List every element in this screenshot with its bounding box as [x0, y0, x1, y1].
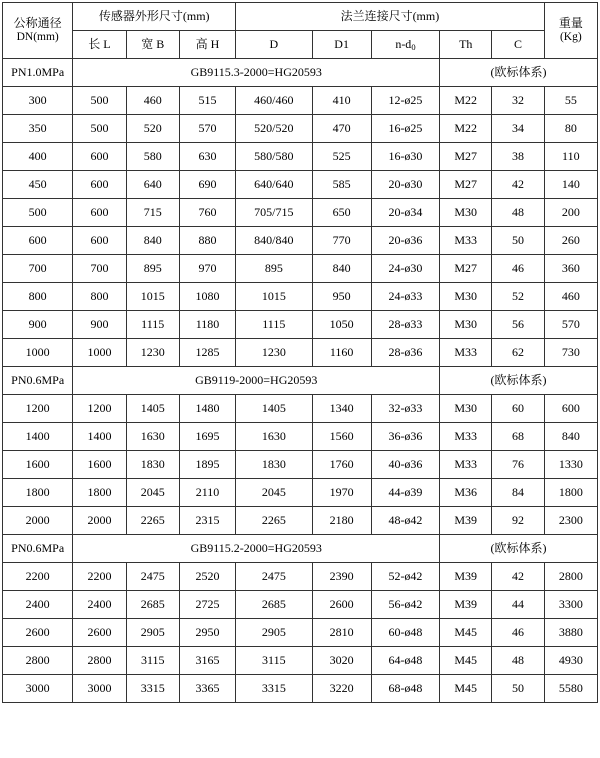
cell-nd0: 24-ø30 [371, 255, 439, 283]
cell-d: 580/580 [236, 143, 312, 171]
cell-d1: 1160 [312, 339, 371, 367]
table-header-row-sub [3, 31, 598, 59]
cell-b: 3315 [126, 675, 179, 703]
cell-dn: 2000 [3, 507, 73, 535]
cell-kg: 1800 [544, 479, 597, 507]
cell-b: 2685 [126, 591, 179, 619]
cell-nd0: 12-ø25 [371, 87, 439, 115]
table-row [3, 255, 598, 283]
cell-h: 2950 [179, 619, 235, 647]
cell-kg: 360 [544, 255, 597, 283]
cell-d1: 650 [312, 199, 371, 227]
cell-l: 700 [73, 255, 126, 283]
cell-nd0: 48-ø42 [371, 507, 439, 535]
cell-l: 1400 [73, 423, 126, 451]
cell-l: 1200 [73, 395, 126, 423]
cell-dn: 400 [3, 143, 73, 171]
cell-nd0: 40-ø36 [371, 451, 439, 479]
cell-nd0: 16-ø25 [371, 115, 439, 143]
cell-d: 1230 [236, 339, 312, 367]
cell-dn: 2800 [3, 647, 73, 675]
cell-c: 46 [492, 619, 544, 647]
cell-nd0: 64-ø48 [371, 647, 439, 675]
cell-kg: 4930 [544, 647, 597, 675]
cell-nd0: 68-ø48 [371, 675, 439, 703]
cell-nd0: 20-ø30 [371, 171, 439, 199]
group-pressure-label: PN0.6MPa [3, 367, 73, 395]
cell-b: 715 [126, 199, 179, 227]
cell-b: 840 [126, 227, 179, 255]
cell-h: 690 [179, 171, 235, 199]
cell-th: M33 [440, 451, 492, 479]
cell-th: M30 [440, 283, 492, 311]
cell-dn: 300 [3, 87, 73, 115]
group-header-row [3, 535, 598, 563]
table-row [3, 423, 598, 451]
cell-kg: 600 [544, 395, 597, 423]
cell-nd0: 28-ø33 [371, 311, 439, 339]
cell-th: M33 [440, 339, 492, 367]
header-weight [544, 3, 597, 59]
cell-c: 56 [492, 311, 544, 339]
cell-c: 68 [492, 423, 544, 451]
cell-h: 515 [179, 87, 235, 115]
table-row [3, 171, 598, 199]
cell-th: M45 [440, 647, 492, 675]
cell-d: 640/640 [236, 171, 312, 199]
cell-dn: 2600 [3, 619, 73, 647]
cell-l: 500 [73, 115, 126, 143]
cell-th: M45 [440, 619, 492, 647]
cell-b: 1405 [126, 395, 179, 423]
cell-b: 1015 [126, 283, 179, 311]
cell-d1: 1340 [312, 395, 371, 423]
cell-nd0: 44-ø39 [371, 479, 439, 507]
cell-kg: 570 [544, 311, 597, 339]
cell-d1: 1970 [312, 479, 371, 507]
header-height: 高 H [179, 31, 235, 59]
cell-kg: 260 [544, 227, 597, 255]
cell-c: 84 [492, 479, 544, 507]
cell-c: 48 [492, 647, 544, 675]
table-row [3, 591, 598, 619]
cell-b: 520 [126, 115, 179, 143]
table-row [3, 451, 598, 479]
cell-kg: 200 [544, 199, 597, 227]
cell-c: 48 [492, 199, 544, 227]
cell-l: 600 [73, 171, 126, 199]
cell-kg: 840 [544, 423, 597, 451]
cell-th: M27 [440, 255, 492, 283]
cell-l: 3000 [73, 675, 126, 703]
table-header-row-top [3, 3, 598, 31]
cell-d: 3115 [236, 647, 312, 675]
table-row [3, 507, 598, 535]
cell-d1: 470 [312, 115, 371, 143]
cell-d1: 2390 [312, 563, 371, 591]
table-row [3, 199, 598, 227]
cell-b: 2045 [126, 479, 179, 507]
group-note-label: (欧标体系) [440, 535, 598, 563]
cell-dn: 1200 [3, 395, 73, 423]
table-row [3, 227, 598, 255]
header-weight-line2: (Kg) [559, 30, 582, 43]
cell-th: M22 [440, 87, 492, 115]
cell-l: 800 [73, 283, 126, 311]
cell-c: 46 [492, 255, 544, 283]
group-standard-label: GB9115.3-2000=HG20593 [73, 59, 440, 87]
cell-d: 1015 [236, 283, 312, 311]
cell-b: 1230 [126, 339, 179, 367]
cell-l: 900 [73, 311, 126, 339]
cell-l: 600 [73, 227, 126, 255]
cell-h: 1695 [179, 423, 235, 451]
cell-d1: 950 [312, 283, 371, 311]
cell-d1: 1760 [312, 451, 371, 479]
header-dn-line2: DN(mm) [16, 30, 59, 43]
cell-kg: 2800 [544, 563, 597, 591]
cell-dn: 350 [3, 115, 73, 143]
cell-c: 34 [492, 115, 544, 143]
group-header-row [3, 367, 598, 395]
group-standard-label: GB9115.2-2000=HG20593 [73, 535, 440, 563]
cell-kg: 730 [544, 339, 597, 367]
cell-nd0: 20-ø36 [371, 227, 439, 255]
cell-th: M30 [440, 311, 492, 339]
header-c: C [492, 31, 544, 59]
table-row [3, 675, 598, 703]
header-d: D [236, 31, 312, 59]
header-sensor-group: 传感器外形尺寸(mm) [73, 3, 236, 31]
cell-c: 42 [492, 563, 544, 591]
cell-l: 2800 [73, 647, 126, 675]
cell-d1: 1560 [312, 423, 371, 451]
cell-h: 880 [179, 227, 235, 255]
cell-d: 2265 [236, 507, 312, 535]
cell-nd0: 28-ø36 [371, 339, 439, 367]
cell-nd0: 36-ø36 [371, 423, 439, 451]
cell-kg: 1330 [544, 451, 597, 479]
header-th: Th [440, 31, 492, 59]
table-row [3, 283, 598, 311]
cell-nd0: 24-ø33 [371, 283, 439, 311]
cell-d: 2685 [236, 591, 312, 619]
cell-d: 1830 [236, 451, 312, 479]
cell-dn: 1400 [3, 423, 73, 451]
cell-l: 600 [73, 199, 126, 227]
cell-h: 1480 [179, 395, 235, 423]
cell-l: 2000 [73, 507, 126, 535]
cell-c: 60 [492, 395, 544, 423]
cell-nd0: 56-ø42 [371, 591, 439, 619]
table-row [3, 619, 598, 647]
cell-d1: 410 [312, 87, 371, 115]
cell-kg: 5580 [544, 675, 597, 703]
cell-d1: 2180 [312, 507, 371, 535]
cell-h: 760 [179, 199, 235, 227]
cell-l: 1800 [73, 479, 126, 507]
cell-d1: 3220 [312, 675, 371, 703]
header-weight-line1: 重量 [558, 15, 583, 30]
cell-h: 2725 [179, 591, 235, 619]
table-row [3, 311, 598, 339]
cell-h: 3365 [179, 675, 235, 703]
cell-nd0: 52-ø42 [371, 563, 439, 591]
header-length: 长 L [73, 31, 126, 59]
cell-h: 2110 [179, 479, 235, 507]
cell-b: 2265 [126, 507, 179, 535]
cell-h: 1895 [179, 451, 235, 479]
cell-d: 2475 [236, 563, 312, 591]
cell-dn: 700 [3, 255, 73, 283]
cell-d1: 2810 [312, 619, 371, 647]
cell-d1: 1050 [312, 311, 371, 339]
cell-kg: 140 [544, 171, 597, 199]
cell-dn: 1000 [3, 339, 73, 367]
cell-d: 840/840 [236, 227, 312, 255]
header-dn-line1: 公称通径 [13, 15, 62, 30]
table-row [3, 647, 598, 675]
cell-l: 500 [73, 87, 126, 115]
cell-b: 3115 [126, 647, 179, 675]
cell-th: M22 [440, 115, 492, 143]
cell-kg: 110 [544, 143, 597, 171]
cell-kg: 80 [544, 115, 597, 143]
cell-d1: 3020 [312, 647, 371, 675]
cell-l: 2200 [73, 563, 126, 591]
group-pressure-label: PN1.0MPa [3, 59, 73, 87]
cell-d: 520/520 [236, 115, 312, 143]
cell-nd0: 32-ø33 [371, 395, 439, 423]
group-header-row [3, 59, 598, 87]
cell-d1: 840 [312, 255, 371, 283]
table-row [3, 479, 598, 507]
group-note-label: (欧标体系) [440, 59, 598, 87]
cell-h: 1180 [179, 311, 235, 339]
cell-th: M27 [440, 171, 492, 199]
cell-b: 580 [126, 143, 179, 171]
cell-h: 570 [179, 115, 235, 143]
cell-b: 895 [126, 255, 179, 283]
table-row [3, 143, 598, 171]
cell-h: 1285 [179, 339, 235, 367]
cell-th: M39 [440, 507, 492, 535]
cell-b: 2905 [126, 619, 179, 647]
cell-c: 42 [492, 171, 544, 199]
cell-l: 1000 [73, 339, 126, 367]
header-dn [3, 3, 73, 59]
cell-dn: 450 [3, 171, 73, 199]
cell-c: 62 [492, 339, 544, 367]
group-note-label: (欧标体系) [440, 367, 598, 395]
cell-h: 630 [179, 143, 235, 171]
cell-th: M30 [440, 395, 492, 423]
cell-b: 1115 [126, 311, 179, 339]
cell-d: 2905 [236, 619, 312, 647]
cell-c: 76 [492, 451, 544, 479]
cell-th: M27 [440, 143, 492, 171]
cell-h: 1080 [179, 283, 235, 311]
cell-b: 1830 [126, 451, 179, 479]
cell-th: M39 [440, 591, 492, 619]
cell-b: 640 [126, 171, 179, 199]
cell-dn: 600 [3, 227, 73, 255]
cell-d1: 770 [312, 227, 371, 255]
cell-l: 1600 [73, 451, 126, 479]
cell-kg: 460 [544, 283, 597, 311]
cell-d: 1115 [236, 311, 312, 339]
cell-c: 50 [492, 675, 544, 703]
cell-nd0: 20-ø34 [371, 199, 439, 227]
cell-d: 3315 [236, 675, 312, 703]
cell-h: 2520 [179, 563, 235, 591]
cell-th: M30 [440, 199, 492, 227]
cell-th: M36 [440, 479, 492, 507]
table-row [3, 563, 598, 591]
cell-d1: 525 [312, 143, 371, 171]
cell-dn: 1600 [3, 451, 73, 479]
cell-dn: 800 [3, 283, 73, 311]
cell-d: 2045 [236, 479, 312, 507]
cell-th: M33 [440, 423, 492, 451]
cell-l: 2400 [73, 591, 126, 619]
header-d1: D1 [312, 31, 371, 59]
cell-d: 1630 [236, 423, 312, 451]
header-nd0 [371, 31, 439, 59]
cell-th: M39 [440, 563, 492, 591]
cell-d: 705/715 [236, 199, 312, 227]
cell-c: 32 [492, 87, 544, 115]
cell-dn: 2400 [3, 591, 73, 619]
header-nd0-subscript: 0 [411, 41, 416, 52]
cell-dn: 2200 [3, 563, 73, 591]
table-row [3, 395, 598, 423]
cell-c: 44 [492, 591, 544, 619]
cell-l: 600 [73, 143, 126, 171]
cell-h: 2315 [179, 507, 235, 535]
table-row [3, 339, 598, 367]
cell-dn: 1800 [3, 479, 73, 507]
header-nd0-prefix: n-d [395, 36, 412, 51]
cell-h: 3165 [179, 647, 235, 675]
cell-l: 2600 [73, 619, 126, 647]
table-row [3, 115, 598, 143]
cell-kg: 3300 [544, 591, 597, 619]
cell-d: 1405 [236, 395, 312, 423]
cell-dn: 900 [3, 311, 73, 339]
cell-kg: 3880 [544, 619, 597, 647]
cell-h: 970 [179, 255, 235, 283]
cell-d: 460/460 [236, 87, 312, 115]
cell-th: M33 [440, 227, 492, 255]
cell-dn: 3000 [3, 675, 73, 703]
cell-c: 52 [492, 283, 544, 311]
cell-c: 92 [492, 507, 544, 535]
cell-b: 1630 [126, 423, 179, 451]
header-width: 宽 B [126, 31, 179, 59]
group-standard-label: GB9119-2000=HG20593 [73, 367, 440, 395]
specification-table [2, 2, 598, 703]
table-row [3, 87, 598, 115]
cell-th: M45 [440, 675, 492, 703]
cell-d1: 585 [312, 171, 371, 199]
cell-c: 50 [492, 227, 544, 255]
group-pressure-label: PN0.6MPa [3, 535, 73, 563]
cell-nd0: 16-ø30 [371, 143, 439, 171]
header-flange-group: 法兰连接尺寸(mm) [236, 3, 545, 31]
cell-b: 460 [126, 87, 179, 115]
cell-d1: 2600 [312, 591, 371, 619]
cell-dn: 500 [3, 199, 73, 227]
cell-kg: 2300 [544, 507, 597, 535]
cell-kg: 55 [544, 87, 597, 115]
cell-d: 895 [236, 255, 312, 283]
cell-nd0: 60-ø48 [371, 619, 439, 647]
cell-c: 38 [492, 143, 544, 171]
cell-b: 2475 [126, 563, 179, 591]
